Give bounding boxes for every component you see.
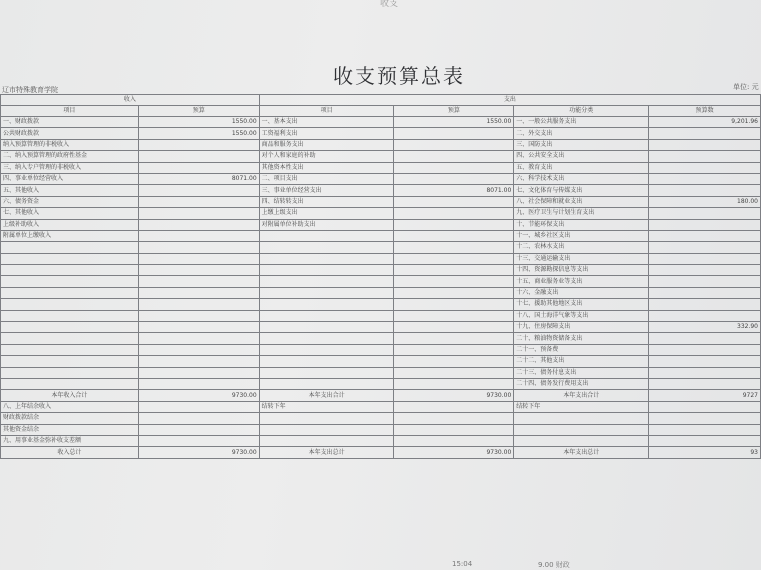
function-total-label: 本年支出合计 xyxy=(514,390,649,401)
table-cell xyxy=(138,287,259,298)
table-cell xyxy=(394,219,514,230)
table-cell xyxy=(259,333,394,344)
table-cell xyxy=(138,344,259,355)
table-cell xyxy=(138,265,259,276)
table-cell xyxy=(394,344,514,355)
table-row xyxy=(1,287,761,298)
table-row xyxy=(1,424,761,435)
table-cell: 十四、资源勘探信息等支出 xyxy=(514,265,649,276)
table-cell: 十三、交通运输支出 xyxy=(514,253,649,264)
table-cell: 二、外交支出 xyxy=(514,128,649,139)
table-cell: 对附属单位补助支出 xyxy=(259,219,394,230)
table-cell: 8071.00 xyxy=(394,185,514,196)
table-cell xyxy=(649,356,761,367)
table-cell xyxy=(259,344,394,355)
table-cell xyxy=(649,208,761,219)
table-row xyxy=(1,185,761,196)
table-cell xyxy=(394,128,514,139)
table-row xyxy=(1,230,761,241)
table-cell: 三、国防支出 xyxy=(514,139,649,150)
table-row xyxy=(1,139,761,150)
table-row xyxy=(1,173,761,184)
table-cell xyxy=(394,356,514,367)
table-cell xyxy=(394,151,514,162)
table-cell: 三、事业单位经营支出 xyxy=(259,185,394,196)
table-cell xyxy=(1,344,139,355)
table-cell xyxy=(138,356,259,367)
table-cell xyxy=(259,413,394,424)
income-grand-label: 收入总计 xyxy=(1,447,139,458)
table-cell xyxy=(259,230,394,241)
table-row xyxy=(1,322,761,333)
table-row xyxy=(1,242,761,253)
table-cell: 二十三、债务付息支出 xyxy=(514,367,649,378)
table-row xyxy=(1,128,761,139)
table-cell xyxy=(514,424,649,435)
table-row xyxy=(1,333,761,344)
table-cell xyxy=(1,356,139,367)
table-cell xyxy=(138,242,259,253)
table-cell: 332.90 xyxy=(649,322,761,333)
table-cell xyxy=(394,299,514,310)
table-cell xyxy=(649,242,761,253)
expense-grand-value: 9730.00 xyxy=(394,447,514,458)
bottom-fragment-text: 9.00 财政 xyxy=(538,561,570,569)
table-cell xyxy=(649,128,761,139)
table-cell xyxy=(649,401,761,412)
col-header-income-item: 项目 xyxy=(1,106,139,117)
table-cell xyxy=(138,219,259,230)
table-cell xyxy=(259,367,394,378)
table-cell xyxy=(394,310,514,321)
table-cell: 1550.00 xyxy=(138,117,259,128)
table-cell: 九、用事业基金弥补收支差额 xyxy=(1,435,139,446)
table-cell xyxy=(394,265,514,276)
table-cell xyxy=(394,173,514,184)
table-cell: 二十二、其他支出 xyxy=(514,356,649,367)
table-cell xyxy=(394,287,514,298)
table-cell xyxy=(1,287,139,298)
table-cell: 十二、农林水支出 xyxy=(514,242,649,253)
grand-total-row xyxy=(1,447,761,458)
table-cell xyxy=(1,333,139,344)
bottom-fragment-time: 15:04 xyxy=(452,560,473,568)
table-row xyxy=(1,208,761,219)
table-cell xyxy=(649,219,761,230)
col-header-expense-budget: 预算 xyxy=(394,106,514,117)
table-row xyxy=(1,162,761,173)
table-cell xyxy=(138,367,259,378)
table-cell xyxy=(394,162,514,173)
table-cell xyxy=(394,322,514,333)
table-row xyxy=(1,435,761,446)
table-cell: 四、结转转支出 xyxy=(259,196,394,207)
table-cell xyxy=(138,230,259,241)
table-cell xyxy=(1,276,139,287)
table-row xyxy=(1,413,761,424)
table-cell: 上缴上级支出 xyxy=(259,208,394,219)
table-cell xyxy=(259,287,394,298)
expense-total-label: 本年支出合计 xyxy=(259,390,394,401)
table-cell xyxy=(649,276,761,287)
table-row xyxy=(1,401,761,412)
table-cell xyxy=(649,333,761,344)
table-cell xyxy=(649,413,761,424)
table-cell xyxy=(1,378,139,389)
expense-total-value: 9730.00 xyxy=(394,390,514,401)
table-cell: 十六、金融支出 xyxy=(514,287,649,298)
table-cell: 1550.00 xyxy=(394,117,514,128)
table-cell xyxy=(259,276,394,287)
table-row xyxy=(1,253,761,264)
table-cell xyxy=(259,265,394,276)
table-row xyxy=(1,344,761,355)
table-cell xyxy=(259,310,394,321)
column-header-row xyxy=(1,106,761,117)
table-cell: 十、节能环保支出 xyxy=(514,219,649,230)
table-cell xyxy=(514,435,649,446)
table-cell: 二十、粮油物资储备支出 xyxy=(514,333,649,344)
page-title: 收支预算总表 xyxy=(333,64,465,88)
table-cell: 七、其他收入 xyxy=(1,208,139,219)
col-header-function: 功能分类 xyxy=(514,106,649,117)
table-cell xyxy=(649,299,761,310)
table-cell xyxy=(259,322,394,333)
table-cell xyxy=(138,196,259,207)
budget-table xyxy=(0,94,761,459)
table-row xyxy=(1,265,761,276)
table-cell xyxy=(259,424,394,435)
table-cell xyxy=(394,276,514,287)
table-cell: 9,201.96 xyxy=(649,117,761,128)
table-cell: 一、一般公共服务支出 xyxy=(514,117,649,128)
expense-grand-label: 本年支出总计 xyxy=(259,447,394,458)
function-grand-label: 本年支出总计 xyxy=(514,447,649,458)
table-cell xyxy=(138,151,259,162)
table-cell xyxy=(649,230,761,241)
table-cell xyxy=(1,367,139,378)
table-cell: 二、纳入预算管理的政府性基金 xyxy=(1,151,139,162)
table-cell: 八、社会保障和就业支出 xyxy=(514,196,649,207)
table-cell xyxy=(649,378,761,389)
table-cell xyxy=(1,265,139,276)
table-cell xyxy=(138,276,259,287)
table-cell xyxy=(138,185,259,196)
table-cell xyxy=(649,265,761,276)
table-cell xyxy=(649,344,761,355)
table-cell: 结转下年 xyxy=(514,401,649,412)
table-cell xyxy=(1,322,139,333)
table-cell xyxy=(138,208,259,219)
table-cell xyxy=(649,367,761,378)
table-cell xyxy=(138,299,259,310)
table-cell: 上级补助收入 xyxy=(1,219,139,230)
col-header-function-budget: 预算数 xyxy=(649,106,761,117)
table-cell xyxy=(649,185,761,196)
table-cell: 十八、国土海洋气象等支出 xyxy=(514,310,649,321)
totals-row xyxy=(1,390,761,401)
table-cell xyxy=(394,367,514,378)
table-cell xyxy=(1,242,139,253)
table-cell: 一、财政拨款 xyxy=(1,117,139,128)
table-cell xyxy=(394,333,514,344)
table-cell xyxy=(394,139,514,150)
table-cell xyxy=(259,253,394,264)
table-cell: 六、债务资金 xyxy=(1,196,139,207)
table-cell xyxy=(138,322,259,333)
table-cell: 财政拨款结余 xyxy=(1,413,139,424)
function-total-value: 9727 xyxy=(649,390,761,401)
section-header-row xyxy=(1,95,761,106)
table-cell xyxy=(649,424,761,435)
table-cell xyxy=(138,413,259,424)
table-cell xyxy=(138,139,259,150)
table-row xyxy=(1,196,761,207)
table-cell xyxy=(649,162,761,173)
table-cell: 四、公共安全支出 xyxy=(514,151,649,162)
unit-org-label: 辽市特殊教育学院 xyxy=(2,86,58,94)
table-cell xyxy=(138,333,259,344)
table-cell xyxy=(649,287,761,298)
table-cell: 十七、援助其他地区支出 xyxy=(514,299,649,310)
table-cell xyxy=(138,310,259,321)
table-cell xyxy=(649,139,761,150)
table-cell xyxy=(259,378,394,389)
table-cell xyxy=(259,299,394,310)
table-cell: 1550.00 xyxy=(138,128,259,139)
expense-section-header: 支出 xyxy=(259,95,760,106)
col-header-expense-item: 项目 xyxy=(259,106,394,117)
header-fragment: 收支 xyxy=(380,0,399,9)
table-cell: 四、事业单位经营收入 xyxy=(1,173,139,184)
income-total-label: 本年收入合计 xyxy=(1,390,139,401)
income-section-header: 收入 xyxy=(1,95,260,106)
table-cell: 二、项目支出 xyxy=(259,173,394,184)
table-cell xyxy=(649,310,761,321)
table-cell xyxy=(138,253,259,264)
table-row xyxy=(1,310,761,321)
col-header-income-budget: 预算 xyxy=(138,106,259,117)
table-cell xyxy=(394,378,514,389)
table-cell: 一、基本支出 xyxy=(259,117,394,128)
table-row xyxy=(1,367,761,378)
table-cell xyxy=(1,299,139,310)
table-cell xyxy=(138,424,259,435)
table-cell xyxy=(138,162,259,173)
table-cell xyxy=(394,413,514,424)
table-cell xyxy=(1,310,139,321)
table-row xyxy=(1,117,761,128)
table-cell xyxy=(259,356,394,367)
table-cell xyxy=(138,401,259,412)
table-cell: 六、科学技术支出 xyxy=(514,173,649,184)
table-cell xyxy=(259,435,394,446)
table-cell: 8071.00 xyxy=(138,173,259,184)
table-cell xyxy=(649,173,761,184)
function-grand-value: 93 xyxy=(649,447,761,458)
table-cell: 五、其他收入 xyxy=(1,185,139,196)
table-cell xyxy=(649,151,761,162)
table-cell xyxy=(649,253,761,264)
table-cell: 商品和服务支出 xyxy=(259,139,394,150)
table-cell xyxy=(394,424,514,435)
table-cell: 对个人和家庭的补助 xyxy=(259,151,394,162)
table-cell: 八、上年结余收入 xyxy=(1,401,139,412)
table-cell: 七、文化体育与传媒支出 xyxy=(514,185,649,196)
table-row xyxy=(1,299,761,310)
table-cell xyxy=(394,435,514,446)
table-cell: 其他资金结余 xyxy=(1,424,139,435)
table-cell: 工资福利支出 xyxy=(259,128,394,139)
table-cell xyxy=(259,242,394,253)
table-cell xyxy=(394,253,514,264)
table-row xyxy=(1,378,761,389)
table-row xyxy=(1,219,761,230)
table-cell xyxy=(138,435,259,446)
unit-right-label: 单位: 元 xyxy=(733,83,759,91)
table-cell: 二十四、债务发行费用支出 xyxy=(514,378,649,389)
table-cell xyxy=(514,413,649,424)
income-grand-value: 9730.00 xyxy=(138,447,259,458)
table-cell xyxy=(1,253,139,264)
table-cell: 十一、城乡社区支出 xyxy=(514,230,649,241)
table-cell: 九、医疗卫生与计划生育支出 xyxy=(514,208,649,219)
table-row xyxy=(1,276,761,287)
table-cell: 结转下年 xyxy=(259,401,394,412)
table-cell: 纳入预算管理的非税收入 xyxy=(1,139,139,150)
table-cell xyxy=(394,196,514,207)
table-cell xyxy=(394,208,514,219)
table-cell xyxy=(394,242,514,253)
table-cell xyxy=(138,378,259,389)
table-cell: 十五、商业服务业等支出 xyxy=(514,276,649,287)
income-total-value: 9730.00 xyxy=(138,390,259,401)
table-cell xyxy=(394,230,514,241)
table-cell: 二十一、预备费 xyxy=(514,344,649,355)
table-cell: 其他资本性支出 xyxy=(259,162,394,173)
table-row xyxy=(1,151,761,162)
table-row xyxy=(1,356,761,367)
table-cell xyxy=(649,435,761,446)
table-cell: 公共财政拨款 xyxy=(1,128,139,139)
table-cell: 附属单位上缴收入 xyxy=(1,230,139,241)
table-cell xyxy=(394,401,514,412)
table-cell: 五、教育支出 xyxy=(514,162,649,173)
table-cell: 十九、住房保障支出 xyxy=(514,322,649,333)
table-cell: 三、纳入专户管理的非税收入 xyxy=(1,162,139,173)
table-cell: 180.00 xyxy=(649,196,761,207)
